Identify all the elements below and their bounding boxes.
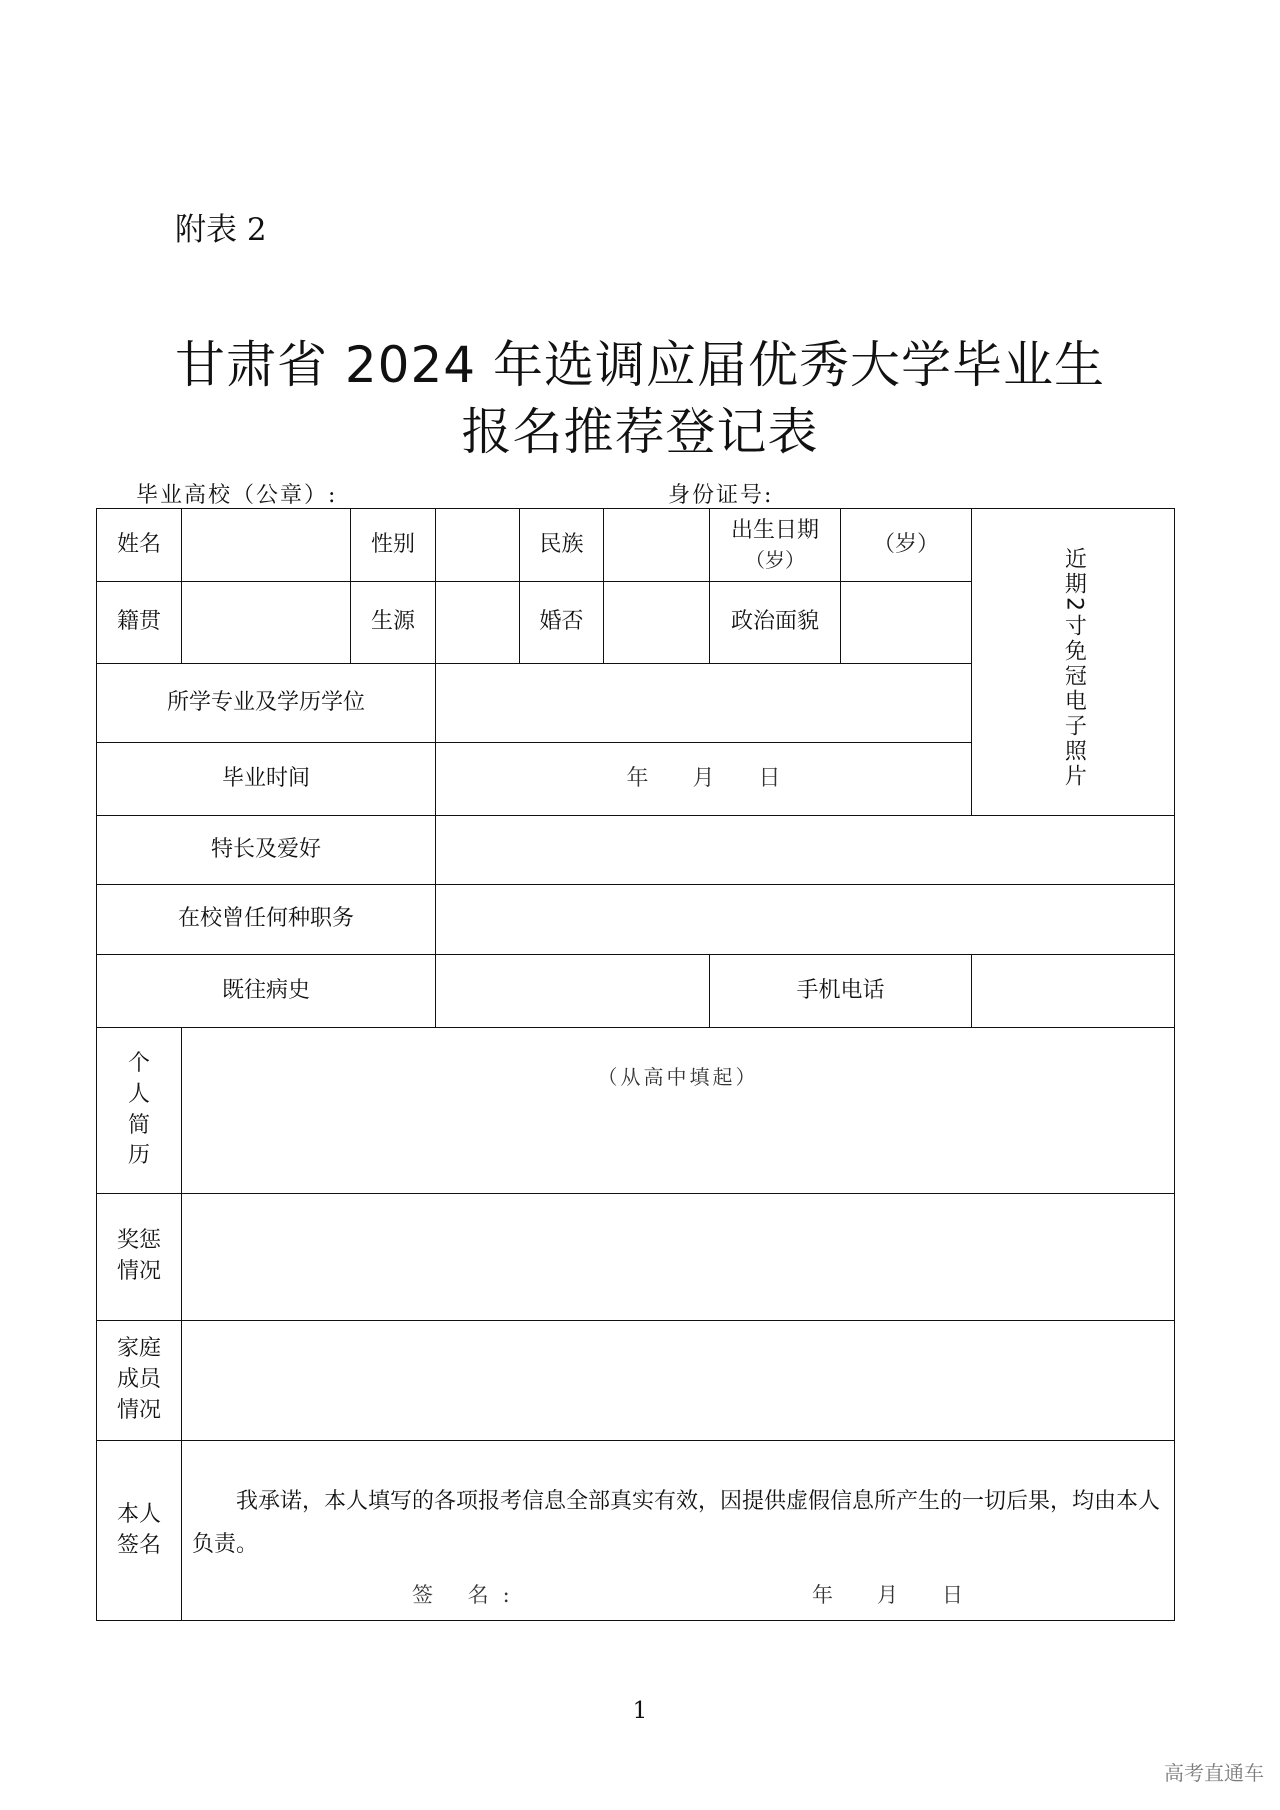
specialties-field[interactable] bbox=[436, 816, 1175, 885]
ethnicity-field[interactable] bbox=[604, 509, 710, 582]
family-label bbox=[97, 1321, 182, 1441]
family-field[interactable] bbox=[182, 1321, 1175, 1441]
form-title-line2: 报名推荐登记表 bbox=[461, 403, 819, 461]
signature-field[interactable] bbox=[182, 1441, 1175, 1621]
student-origin-field[interactable] bbox=[436, 582, 520, 664]
marital-status-label: 婚否 bbox=[520, 582, 604, 664]
rewards-field[interactable] bbox=[182, 1194, 1175, 1321]
graduation-time-field[interactable] bbox=[436, 743, 972, 816]
signature-label-line: 签名 bbox=[116, 1532, 161, 1558]
annex-label: 附表 2 bbox=[175, 212, 267, 248]
rewards-label-line: 情况 bbox=[116, 1259, 161, 1284]
photo-label: 近期2寸免冠电子照片 bbox=[1061, 547, 1087, 789]
resume-hint: （从高中填起） bbox=[597, 1065, 759, 1089]
major-degree-field[interactable] bbox=[436, 664, 972, 743]
birth-date-field[interactable]: （岁） bbox=[841, 509, 972, 582]
resume-char: 个 bbox=[127, 1050, 150, 1076]
medical-history-field[interactable] bbox=[436, 955, 710, 1028]
sign-label: 签 名: bbox=[412, 1582, 524, 1607]
photo-box[interactable] bbox=[972, 509, 1175, 816]
sign-date bbox=[812, 1581, 1007, 1610]
watermark: 高考直通车 bbox=[1164, 1761, 1264, 1785]
school-positions-field[interactable] bbox=[436, 885, 1175, 955]
family-label-line: 家庭 bbox=[116, 1336, 161, 1362]
sign-year-label: 年 bbox=[812, 1582, 833, 1607]
birth-date-label bbox=[710, 509, 841, 582]
name-label: 姓名 bbox=[97, 509, 182, 582]
mobile-field[interactable] bbox=[972, 955, 1175, 1028]
graduation-year-label: 年 bbox=[626, 765, 649, 791]
mobile-label: 手机电话 bbox=[710, 955, 972, 1028]
graduation-time-label: 毕业时间 bbox=[97, 743, 436, 816]
native-place-field[interactable] bbox=[182, 582, 351, 664]
registration-form-table bbox=[96, 508, 1175, 1621]
sign-day-label: 日 bbox=[942, 1582, 963, 1607]
resume-char: 历 bbox=[127, 1143, 150, 1169]
resume-field[interactable] bbox=[182, 1028, 1175, 1194]
sign-month-label: 月 bbox=[877, 1582, 898, 1607]
resume-char: 人 bbox=[127, 1081, 150, 1107]
rewards-label-line: 奖惩 bbox=[116, 1228, 161, 1254]
ethnicity-label: 民族 bbox=[520, 509, 604, 582]
signature-label bbox=[97, 1441, 182, 1621]
graduation-day-label: 日 bbox=[758, 765, 781, 791]
student-origin-label: 生源 bbox=[351, 582, 436, 664]
family-label-line: 成员 bbox=[116, 1367, 161, 1393]
birth-date-text: 出生日期 bbox=[730, 517, 819, 543]
sign-line bbox=[192, 1581, 1164, 1611]
resume-char: 简 bbox=[127, 1112, 150, 1138]
specialties-label: 特长及爱好 bbox=[97, 816, 436, 885]
marital-status-field[interactable] bbox=[604, 582, 710, 664]
rewards-label bbox=[97, 1194, 182, 1321]
family-label-line: 情况 bbox=[116, 1397, 161, 1423]
name-field[interactable] bbox=[182, 509, 351, 582]
school-positions-label: 在校曾任何种职务 bbox=[97, 885, 436, 955]
gender-label: 性别 bbox=[351, 509, 436, 582]
form-title-line1: 甘肃省 2024 年选调应届优秀大学毕业生 bbox=[174, 336, 1106, 394]
id-number-label: 身份证号: bbox=[668, 483, 774, 508]
graduation-month-label: 月 bbox=[692, 765, 715, 791]
signature-label-line: 本人 bbox=[116, 1501, 161, 1527]
resume-label bbox=[97, 1028, 182, 1194]
medical-history-label: 既往病史 bbox=[97, 955, 436, 1028]
gender-field[interactable] bbox=[436, 509, 520, 582]
pledge-text: 我承诺，本人填写的各项报考信息全部真实有效，因提供虚假信息所产生的一切后果，均由本人负责。 bbox=[192, 1489, 1161, 1557]
page-number: 1 bbox=[632, 1698, 648, 1724]
major-degree-label: 所学专业及学历学位 bbox=[97, 664, 436, 743]
age-hint: （岁） bbox=[745, 548, 805, 573]
political-status-field[interactable] bbox=[841, 582, 972, 664]
graduating-school-label: 毕业高校（公章）: bbox=[136, 483, 338, 508]
native-place-label: 籍贯 bbox=[97, 582, 182, 664]
political-status-label: 政治面貌 bbox=[710, 582, 841, 664]
